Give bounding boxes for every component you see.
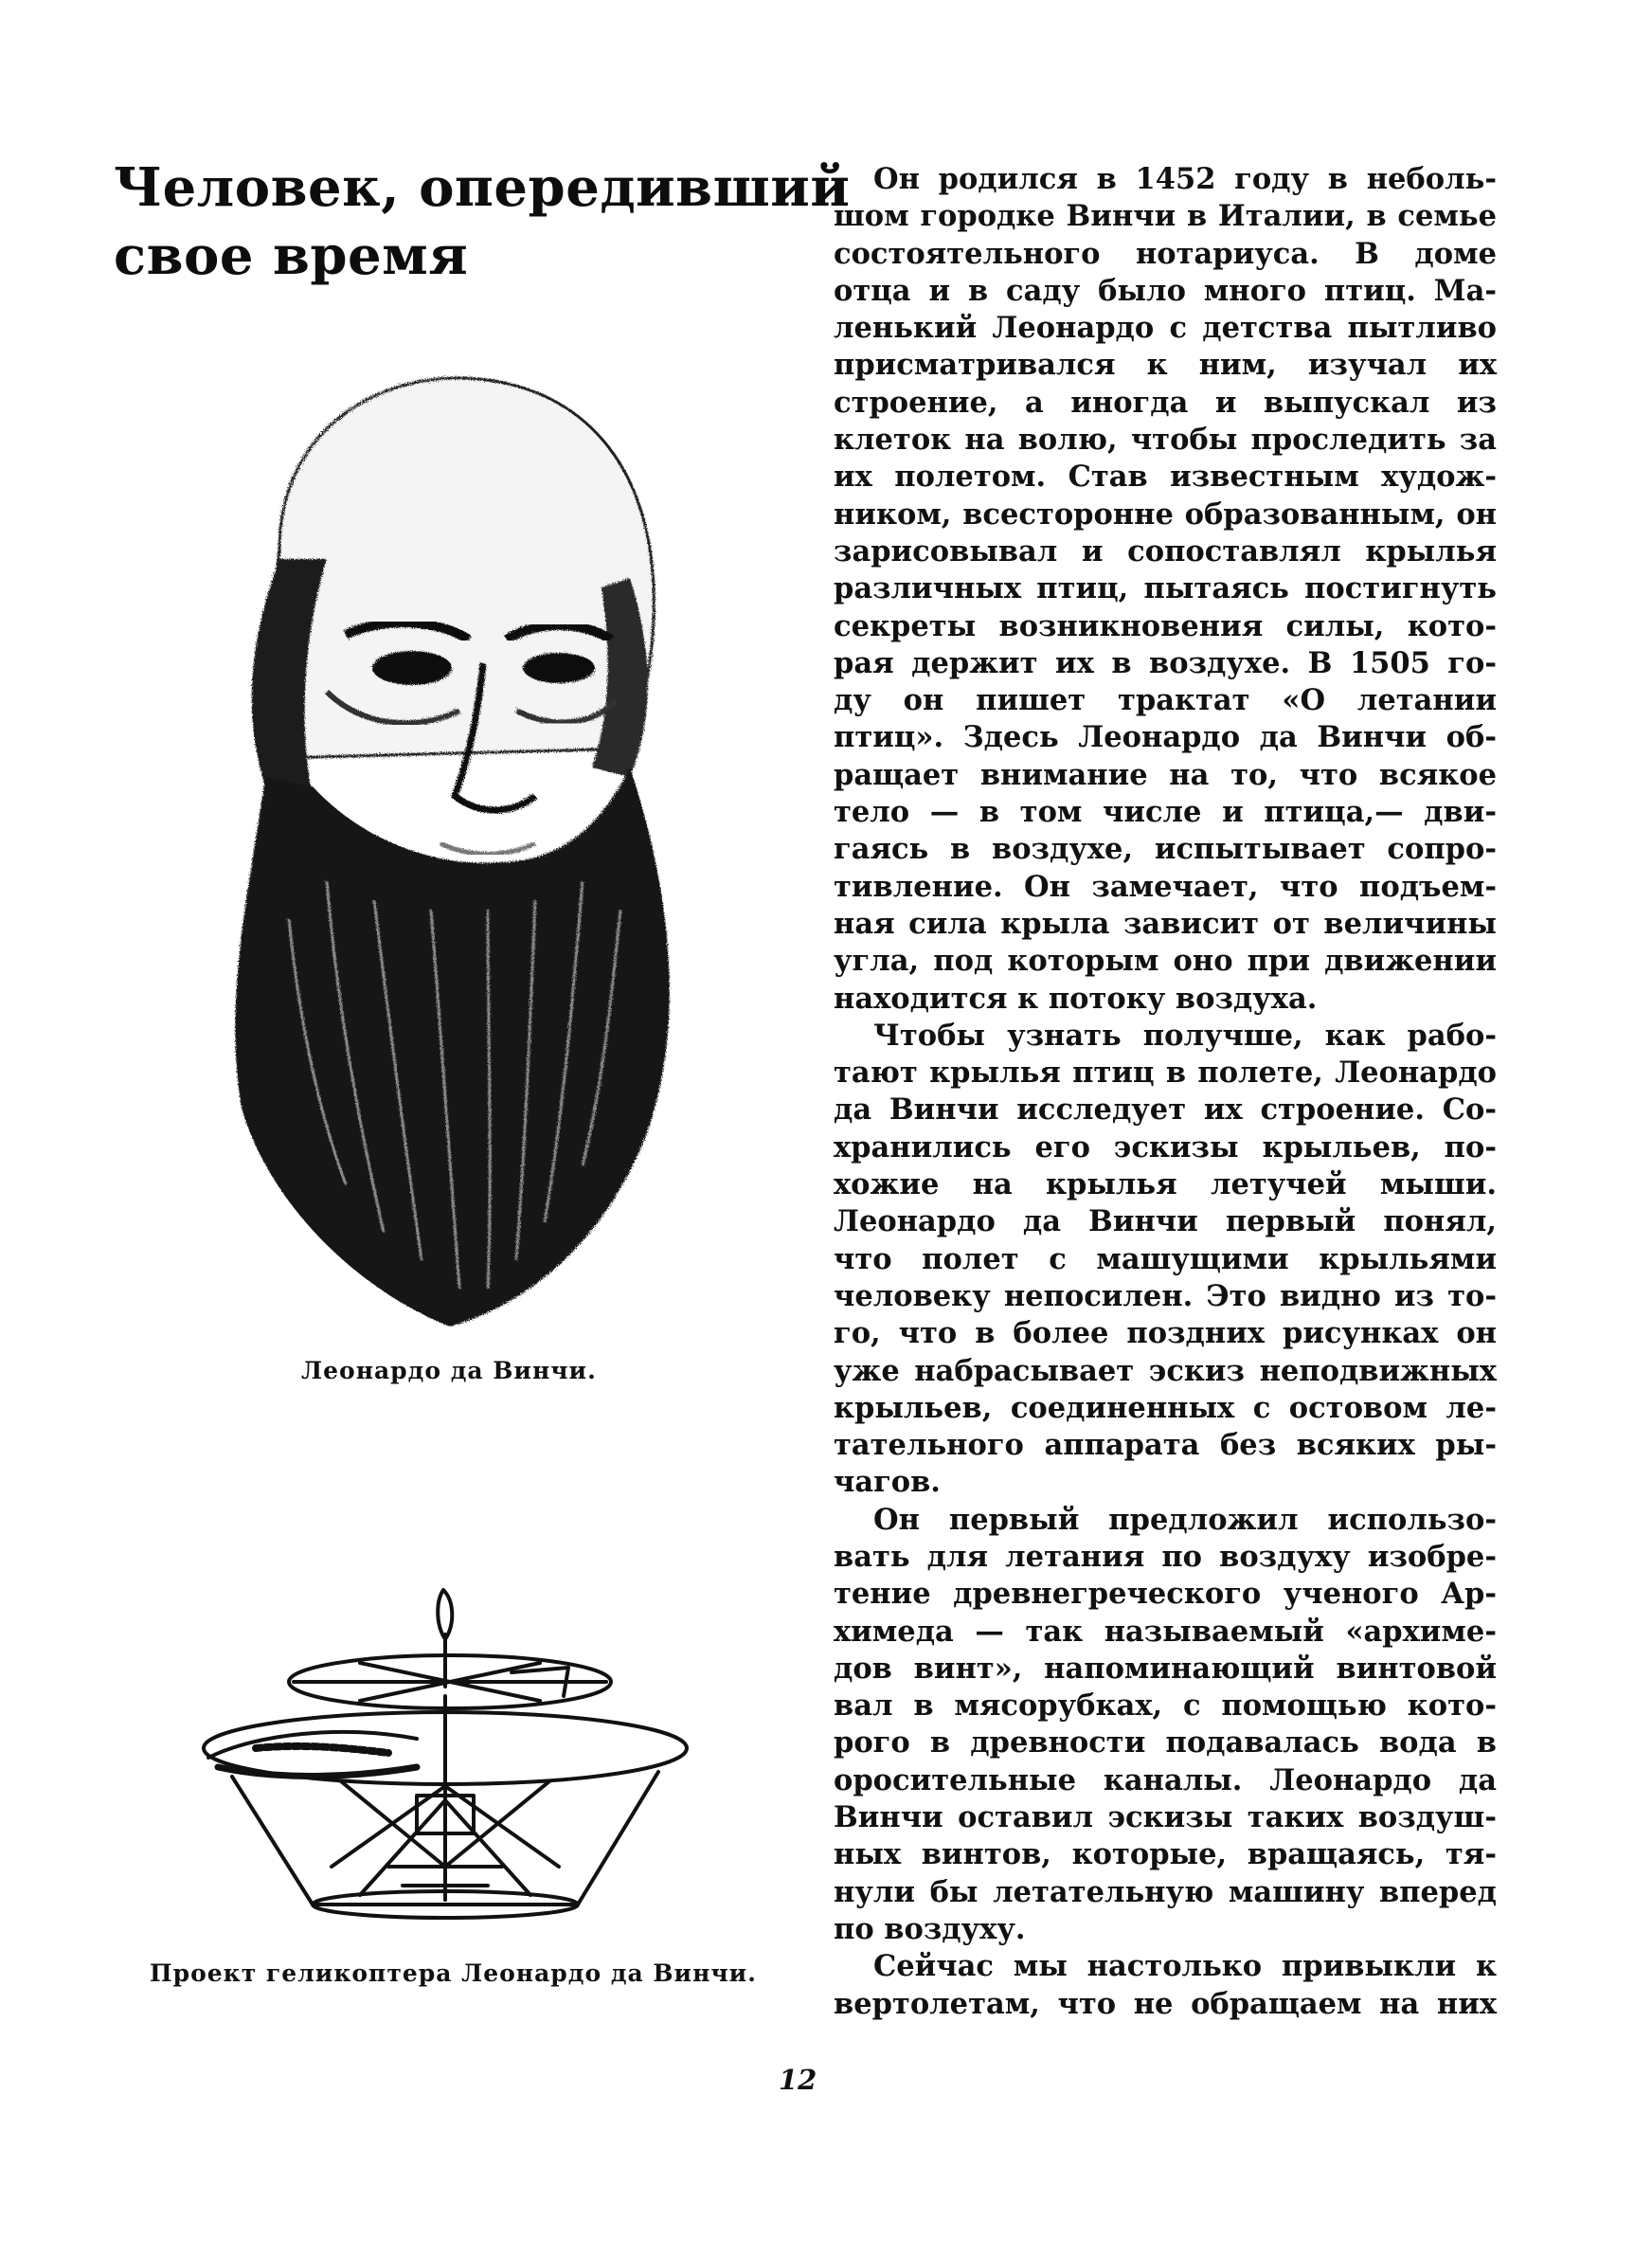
- body-line: оросительные каналы. Леонардо да: [834, 1762, 1497, 1797]
- body-line: зарисовывал и сопоставлял крылья: [834, 533, 1497, 569]
- body-line: Леонардо да Винчи первый понял,: [834, 1204, 1497, 1239]
- body-line: Винчи оставил эскизы таких воздуш-: [834, 1800, 1497, 1835]
- body-line: секреты возникновения силы, кото-: [834, 608, 1497, 643]
- title-line-2: свое время: [114, 225, 469, 287]
- body-line: нули бы летательную машину вперед: [834, 1874, 1497, 1909]
- body-line: хранились его эскизы крыльев, по-: [834, 1129, 1497, 1165]
- body-line: строение, а иногда и выпускал из: [834, 385, 1497, 420]
- body-line: химеда — так называемый «архиме-: [834, 1614, 1497, 1649]
- body-line: рая держит их в воздухе. В 1505 го-: [834, 645, 1497, 680]
- article-body: [834, 161, 1497, 2023]
- body-line: находится к потоку воздуха.: [834, 981, 1318, 1016]
- body-line: птиц». Здесь Леонардо да Винчи об-: [834, 720, 1497, 755]
- body-line: ращает внимание на то, что всякое: [834, 757, 1497, 792]
- body-line: тивление. Он замечает, что подъем-: [834, 869, 1497, 904]
- body-line: дов винт», напоминающий винтовой: [834, 1651, 1497, 1686]
- helicopter-caption: Проект геликоптера Леонардо да Винчи.: [150, 1959, 757, 1987]
- body-line: различных птиц, пытаясь постигнуть: [834, 571, 1497, 606]
- body-line: чагов.: [834, 1465, 941, 1500]
- body-line: их полетом. Став известным худож-: [834, 460, 1497, 495]
- body-line: по воздуху.: [834, 1911, 1026, 1946]
- body-line: ленький Леонардо с детства пытливо: [834, 311, 1497, 346]
- body-line: уже набрасывает эскиз неподвижных: [834, 1353, 1497, 1388]
- body-line: ником, всесторонне образованным, он: [834, 497, 1497, 532]
- body-line: вертолетам, что не обращаем на них: [834, 1986, 1497, 2021]
- body-line: присматривался к ним, изучал их: [834, 348, 1497, 383]
- body-line: тело — в том числе и птица,— дви-: [834, 795, 1497, 830]
- body-line: ная сила крыла зависит от величины: [834, 906, 1497, 941]
- body-line: вал в мясорубках, с помощью кото-: [834, 1688, 1497, 1724]
- body-line: отца и в саду было много птиц. Ма-: [834, 273, 1497, 308]
- page-number: 12: [779, 2064, 817, 2096]
- body-line: состоятельного нотариуса. В доме: [834, 236, 1497, 271]
- body-line: гаясь в воздухе, испытывает сопро-: [834, 832, 1497, 867]
- body-line: что полет с машущими крыльями: [834, 1241, 1497, 1276]
- body-line: угла, под которым оно при движении: [834, 944, 1497, 979]
- body-line: хожие на крылья летучей мыши.: [834, 1167, 1497, 1202]
- body-line: да Винчи исследует их строение. Со-: [834, 1092, 1497, 1128]
- body-line: ду он пишет трактат «О летании: [834, 683, 1497, 718]
- body-line: клеток на волю, чтобы проследить за: [834, 423, 1497, 458]
- body-line: рого в древности подавалась вода в: [834, 1725, 1497, 1760]
- body-line: крыльев, соединенных с остовом ле-: [834, 1390, 1497, 1425]
- body-line: человеку непосилен. Это видно из то-: [834, 1278, 1497, 1313]
- body-line: тательного аппарата без всяких ры-: [834, 1428, 1497, 1463]
- body-line: го, что в более поздних рисунках он: [834, 1316, 1497, 1351]
- title-line-1: Человек, опередивший: [114, 156, 851, 219]
- portrait-caption: Леонардо да Винчи.: [301, 1357, 597, 1384]
- body-line: ных винтов, которые, вращаясь, тя-: [834, 1837, 1497, 1872]
- body-line: тают крылья птиц в полете, Леонардо: [834, 1056, 1497, 1091]
- body-line: Он родился в 1452 году в неболь-: [873, 162, 1497, 196]
- body-line: Он первый предложил использо-: [873, 1502, 1497, 1537]
- body-line: вать для летания по воздуху изобре-: [834, 1539, 1497, 1574]
- article-title: [114, 153, 851, 290]
- helicopter-sketch-illustration: [199, 1582, 696, 1933]
- body-line: Сейчас мы настолько привыкли к: [873, 1949, 1497, 1984]
- body-line: шом городке Винчи в Италии, в семье: [834, 199, 1497, 234]
- body-line: тение древнегреческого ученого Ар-: [834, 1577, 1497, 1612]
- leonardo-portrait-illustration: [137, 351, 744, 1341]
- body-line: Чтобы узнать получше, как рабо-: [873, 1018, 1497, 1053]
